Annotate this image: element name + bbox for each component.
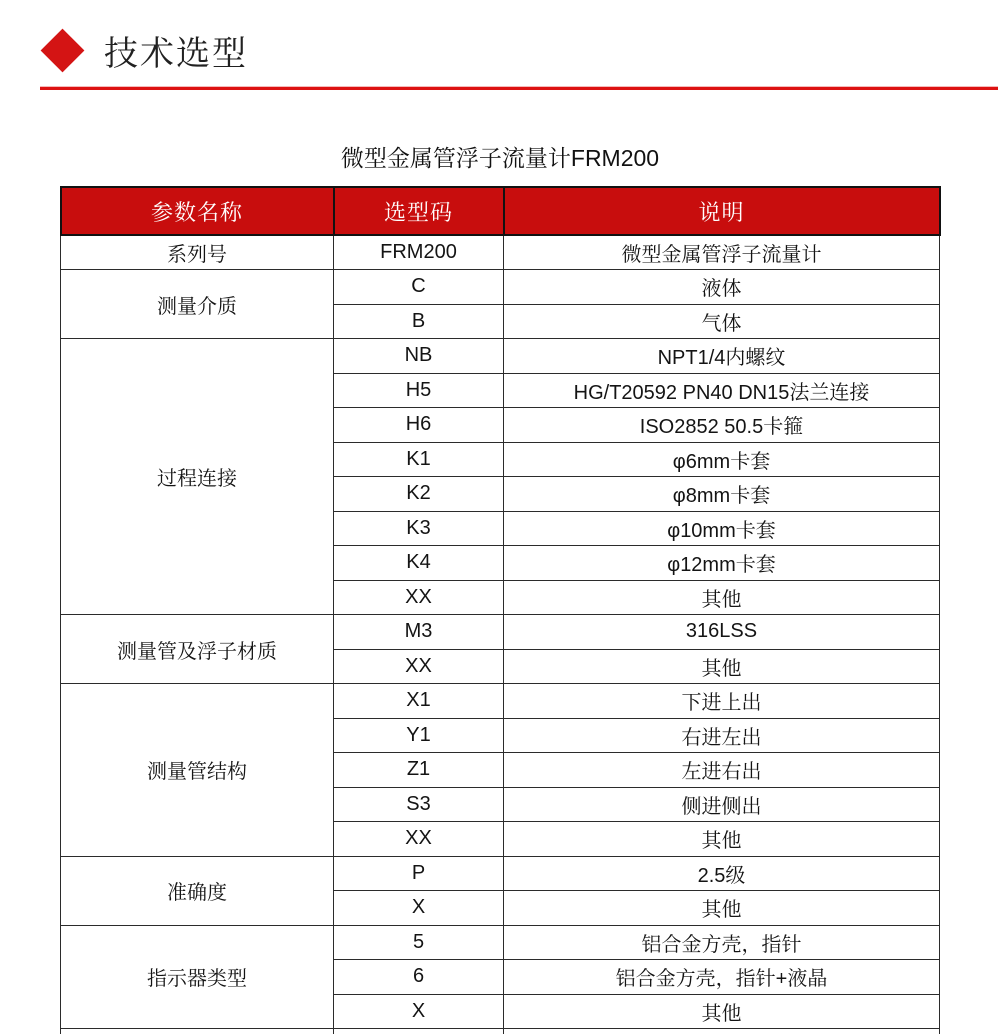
description-cell: 316LSS xyxy=(504,615,940,650)
column-header-selection-code: 选型码 xyxy=(334,187,504,235)
description-cell: 其他 xyxy=(504,822,940,857)
selection-code-cell: Z1 xyxy=(334,753,504,788)
description-cell: φ12mm卡套 xyxy=(504,546,940,581)
parameter-name-cell: 测量管及浮子材质 xyxy=(61,615,334,684)
selection-code-cell: FRM200 xyxy=(334,235,504,270)
selection-code-cell: XX xyxy=(334,649,504,684)
selection-code-cell: M3 xyxy=(334,615,504,650)
description-cell: 液体 xyxy=(504,270,940,305)
table-row xyxy=(61,684,940,719)
table-row xyxy=(61,856,940,891)
description-cell: 其他 xyxy=(504,649,940,684)
selection-code-cell: K1 xyxy=(334,442,504,477)
selection-code-cell: Y1 xyxy=(334,718,504,753)
table-row-partial xyxy=(61,1029,940,1034)
selection-code-cell: B xyxy=(334,304,504,339)
parameter-name-cell: 测量管结构 xyxy=(61,684,334,857)
description-cell: 铝合金方壳，指针 xyxy=(504,925,940,960)
parameter-name-cell: 测量介质 xyxy=(61,270,334,339)
selection-code-cell: H5 xyxy=(334,373,504,408)
selection-code-cell: XX xyxy=(334,580,504,615)
selection-code-cell: H6 xyxy=(334,408,504,443)
description-cell: NPT1/4内螺纹 xyxy=(504,339,940,374)
parameter-name-cell: 准确度 xyxy=(61,856,334,925)
table-title: 微型金属管浮子流量计FRM200 xyxy=(340,145,660,171)
description-cell: 微型金属管浮子流量计 xyxy=(504,235,940,270)
description-cell: 其他 xyxy=(504,891,940,926)
description-cell: 2.5级 xyxy=(504,856,940,891)
selection-code-cell: XX xyxy=(334,822,504,857)
main-content xyxy=(0,140,1000,1034)
table-row xyxy=(61,925,940,960)
section-title: 技术选型 xyxy=(104,34,248,73)
description-cell: ISO2852 50.5卡箍 xyxy=(504,408,940,443)
description-cell: 气体 xyxy=(504,304,940,339)
table-row xyxy=(61,615,940,650)
selection-code-cell: K4 xyxy=(334,546,504,581)
selection-code-cell: P xyxy=(334,856,504,891)
description-cell: HG/T20592 PN40 DN15法兰连接 xyxy=(504,373,940,408)
selection-code-cell: S3 xyxy=(334,787,504,822)
description-cell xyxy=(504,1029,940,1034)
selection-code-cell: X1 xyxy=(334,684,504,719)
selection-code-cell: X xyxy=(334,994,504,1029)
table-row xyxy=(61,235,940,270)
selection-code-cell: 6 xyxy=(334,960,504,995)
description-cell: 右进左出 xyxy=(504,718,940,753)
selection-code-cell: K3 xyxy=(334,511,504,546)
selection-code-cell: 5 xyxy=(334,925,504,960)
selection-code-cell: NB xyxy=(334,339,504,374)
parameter-name-cell xyxy=(61,1029,334,1034)
column-header-parameter-name: 参数名称 xyxy=(61,187,334,235)
page-header xyxy=(0,0,1000,90)
table-row xyxy=(61,339,940,374)
column-header-description: 说明 xyxy=(504,187,940,235)
header-divider xyxy=(40,86,998,90)
selection-code-table xyxy=(60,186,941,1034)
description-cell: 下进上出 xyxy=(504,684,940,719)
diamond-icon xyxy=(41,28,85,72)
description-cell: 铝合金方壳，指针+液晶 xyxy=(504,960,940,995)
table-header-row xyxy=(61,187,940,235)
description-cell: 其他 xyxy=(504,994,940,1029)
selection-code-cell xyxy=(334,1029,504,1034)
description-cell: φ6mm卡套 xyxy=(504,442,940,477)
parameter-name-cell: 指示器类型 xyxy=(61,925,334,1029)
description-cell: 其他 xyxy=(504,580,940,615)
description-cell: 侧进侧出 xyxy=(504,787,940,822)
parameter-name-cell: 系列号 xyxy=(61,235,334,270)
selection-code-cell: K2 xyxy=(334,477,504,512)
selection-code-cell: X xyxy=(334,891,504,926)
parameter-name-cell: 过程连接 xyxy=(61,339,334,615)
description-cell: φ10mm卡套 xyxy=(504,511,940,546)
description-cell: 左进右出 xyxy=(504,753,940,788)
section-title-row xyxy=(40,26,1000,74)
description-cell: φ8mm卡套 xyxy=(504,477,940,512)
table-row xyxy=(61,270,940,305)
selection-code-cell: C xyxy=(334,270,504,305)
